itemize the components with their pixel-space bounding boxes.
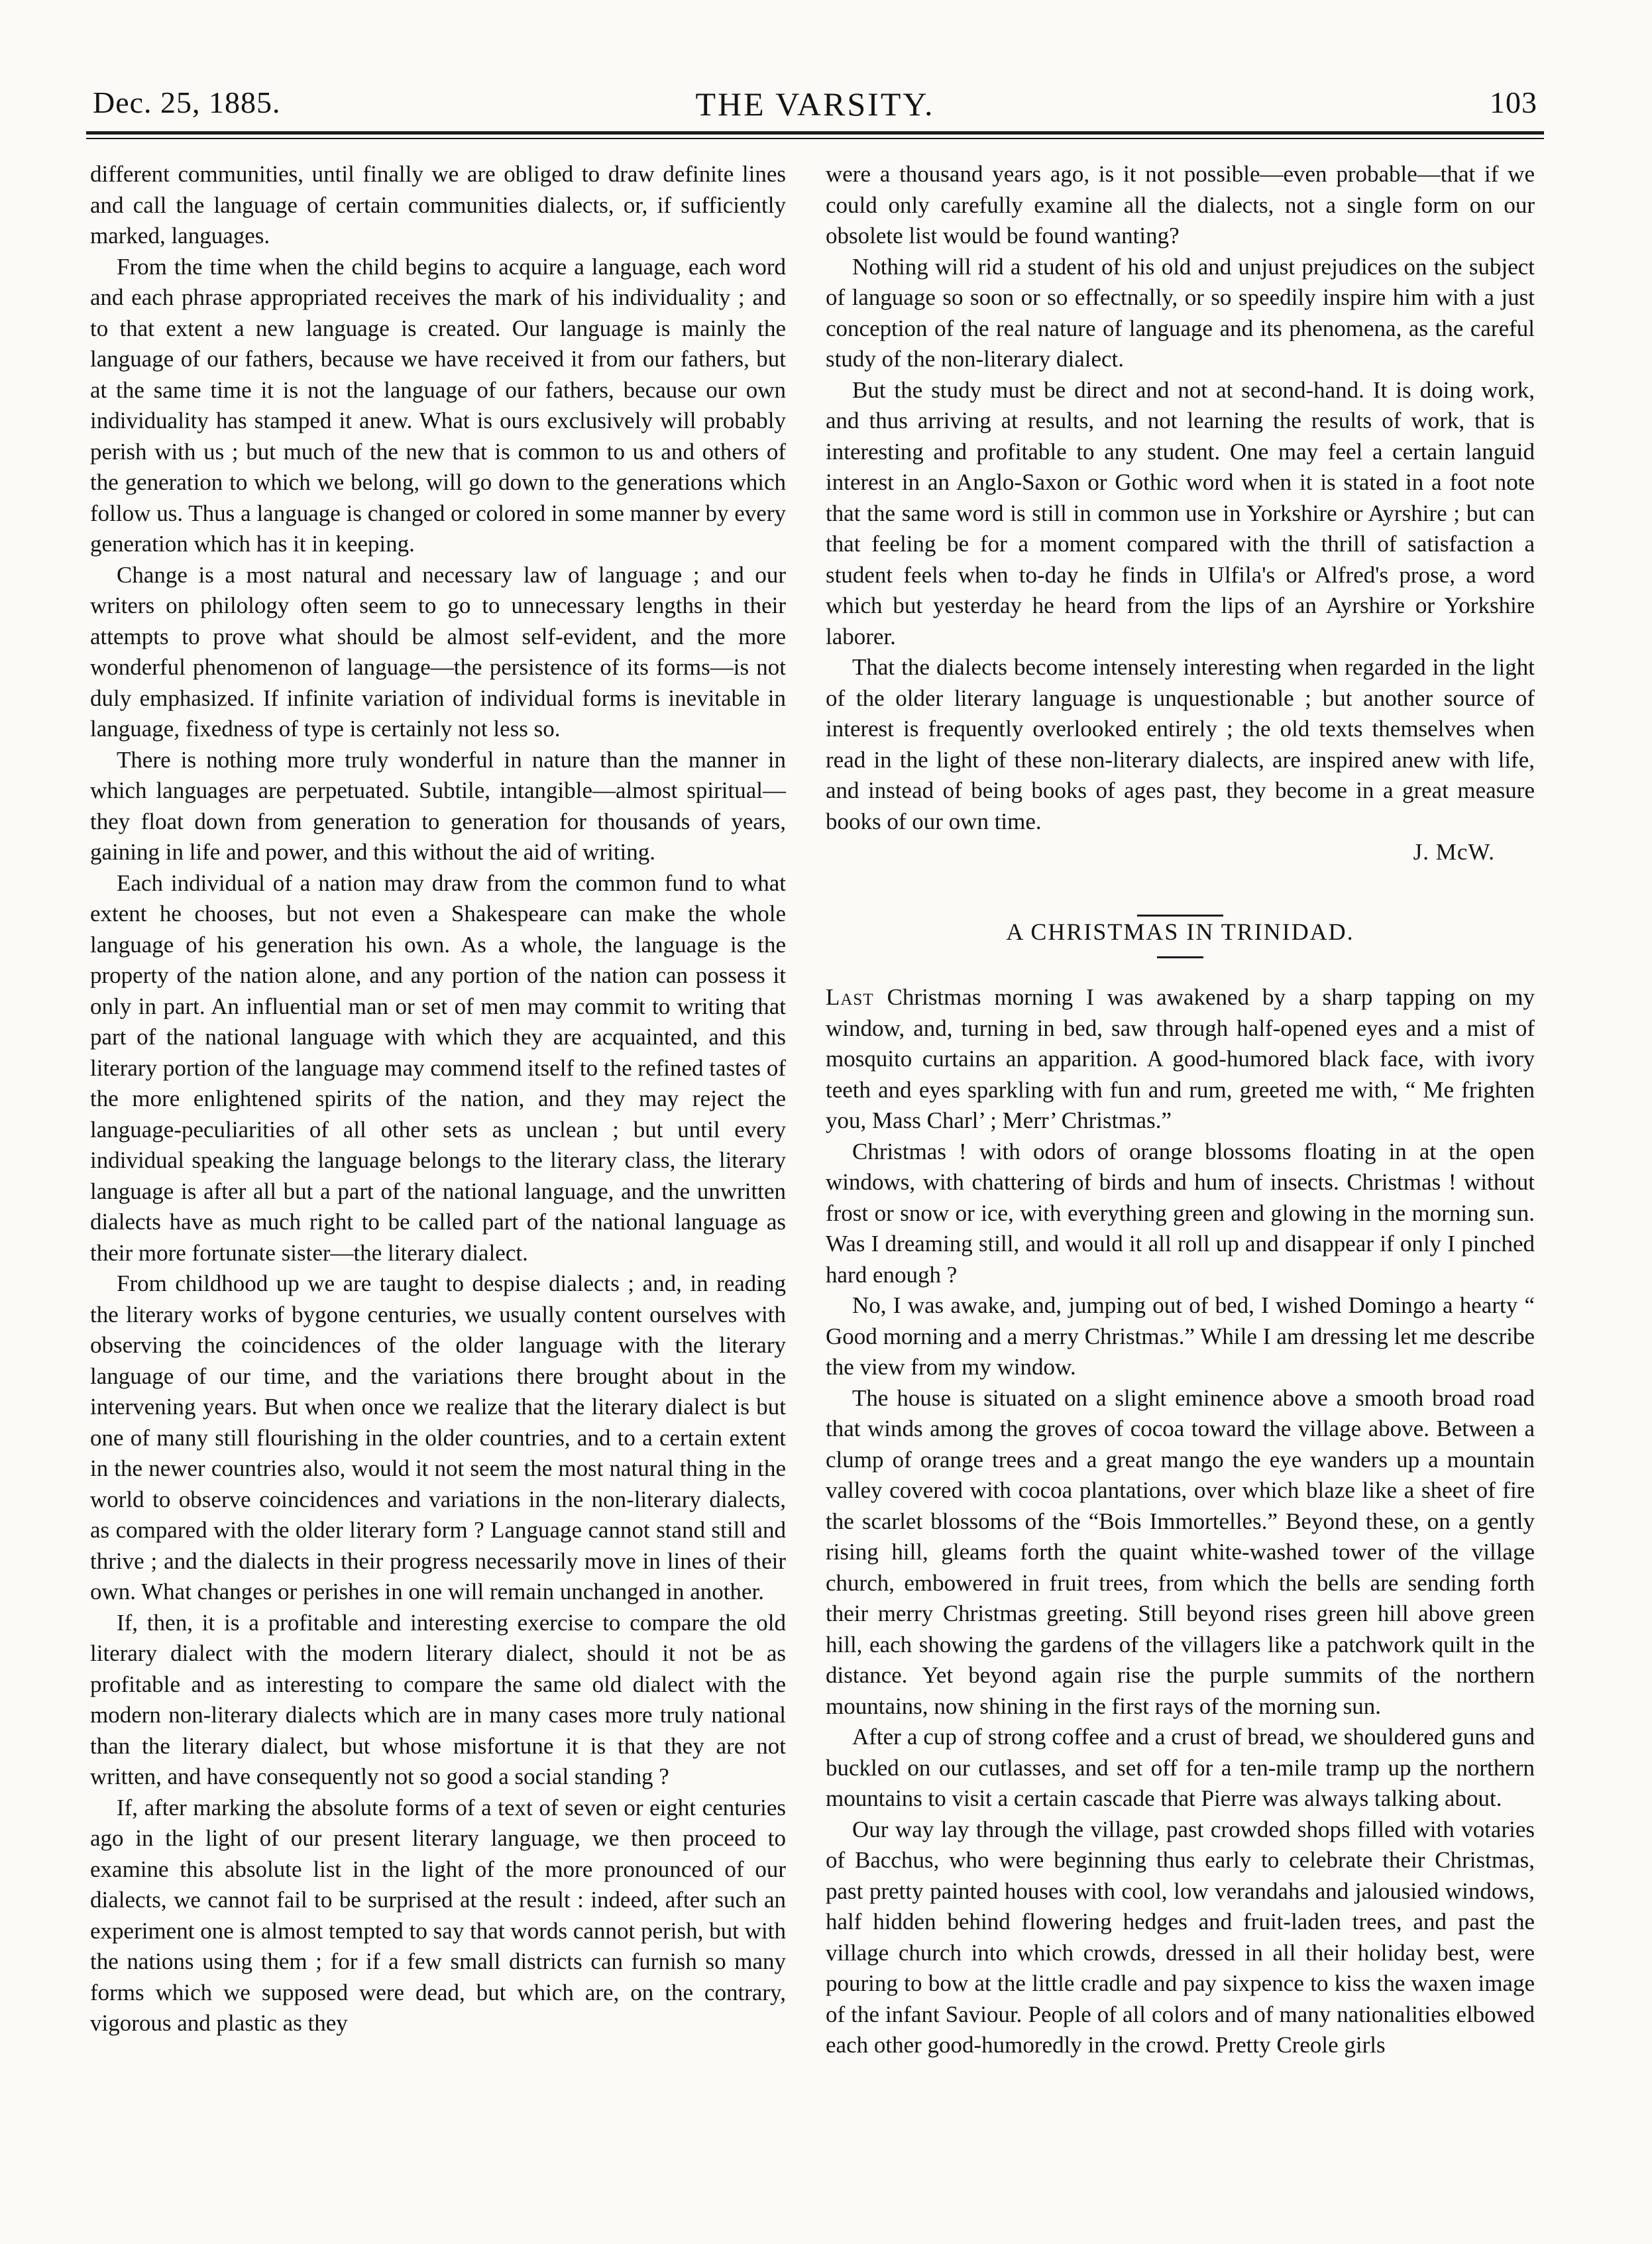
article-paragraph: Christmas ! with odors of orange blossoms floating in at the open windows, with chattering of birds and hum of insects. Christmas ! without frost or snow or ice, with everything green and glowing in the morning sun. Was I dreaming still, and would it all roll up and disappear if only I pinched hard enough ? — [826, 1138, 1535, 1288]
section-title: A CHRISTMAS IN TRINIDAD. — [1006, 918, 1354, 945]
article-paragraph: If, after marking the absolute forms of a text of seven or eight centuries ago in the light of our present literary language, we then proceed to examine this absolute list in the light of the more pronounced of our dialects, we cannot fail to be surprised at the result : indeed, after such an experiment one is almost tempted to say that words cannot perish, but with the nations using them ; for if a few small districts can furnish so many forms which we supposed were dead, but which are, on the contrary, vigorous and plastic as they — [90, 1794, 786, 2036]
publication-title: THE VARSITY. — [695, 85, 935, 123]
article-paragraph: The house is situated on a slight eminence above a smooth broad road that winds among the groves of cocoa toward the village above. Between a clump of orange trees and a great mango the eye wanders up a mountain valley covered with cocoa plantations, over which blaze like a sheet of fire the scarlet blossoms of the “Bois Immortelles.” Beyond these, on a gently rising hill, gleams forth the quaint white-washed tower of the village church, embowered in fruit trees, from which the bells are sending forth their merry Christmas greeting. Still beyond rises green hill above green hill, each showing the gardens of the villagers like a patchwork quilt in the distance. Yet beyond again rise the purple summits of the northern mountains, now shining in the first rays of the morning sun. — [826, 1384, 1535, 1719]
article-paragraph: From the time when the child begins to acquire a language, each word and each phrase appropriated receives the mark of his individuality ; and to that extent a new language is created. Our language is mainly the language of our fathers, because we have received it from our fathers, but at the same time it is not the language of our fathers, because our own individuality has stamped it anew. What is ours exclusively will probably perish with us ; but much of the new that is common to us and others of the generation to which we belong, will go down to the generations which follow us. Thus a language is changed or colored in some manner by every generation which has it in keeping. — [90, 253, 786, 557]
article-paragraph: After a cup of strong coffee and a crust of bread, we shouldered guns and buckled on our cutlasses, and set off for a ten-mile tramp up the northern mountains to visit a certain cascade that Pierre was always talking about. — [826, 1724, 1535, 1811]
page-header — [93, 85, 1537, 131]
article-paragraph: No, I was awake, and, jumping out of bed, I wished Domingo a hearty “ Good morning and a merry Christmas.” While I am dressing let me describe the view from my window. — [826, 1292, 1535, 1380]
header-date: Dec. 25, 1885. — [93, 85, 281, 119]
header-rule-thin — [86, 138, 1544, 139]
article-paragraph: were a thousand years ago, is it not possible—even probable—that if we could only carefully examine all the dialects, not a single form on our obsolete list would be found wanting? — [826, 161, 1535, 249]
article-paragraph: There is nothing more truly wonderful in nature than the manner in which languages are perpetuated. Subtile, intangible—almost spiritual—they float down from generation to generation for thousands of years, gaining in life and power, and this without the aid of writing. — [90, 746, 786, 865]
title-underline — [1157, 956, 1203, 958]
article-paragraph: different communities, until finally we are obliged to draw definite lines and call the language of certain communities dialects, or, if sufficiently marked, languages. — [90, 161, 786, 249]
page-number: 103 — [1490, 85, 1537, 119]
article-paragraph: If, then, it is a profitable and interesting exercise to compare the old literary dialect with the modern literary dialect, should it not be as profitable and as interesting to compare the same old dialect with the modern non-literary dialects which are in many cases more truly national than the literary dialect, but whose misfortune it is that they are not written, and have consequently not so good a social standing ? — [90, 1609, 786, 1789]
article-paragraph: From childhood up we are taught to despise dialects ; and, in reading the literary works of bygone centuries, we usually content ourselves with observing the coincidences of the older language with the literary language of our time, and the variations there brought about in the intervening years. But when once we realize that the literary dialect is but one of many still flourishing in the older countries, and to a certain extent in the newer countries also, would it not seem the most natural thing in the world to observe coincidences and variations in the non-literary dialects, as compared with the older literary form ? Language cannot stand still and thrive ; and the dialects in their progress necessarily move in lines of their own. What changes or perishes in one will remain unchanged in another. — [90, 1270, 786, 1604]
article-paragraph: But the study must be direct and not at second-hand. It is doing work, and thus arriving at results, and not learning the results of work, that is interesting and profitable to any student. One may feel a certain languid interest in an Anglo-Saxon or Gothic word when it is stated in a foot note that the same word is still in common use in Yorkshire or Ayrshire ; but can that feeling be for a moment compared with the thrill of satisfaction a student feels when to-day he finds in Ulfila's or Alfred's prose, a word which but yesterday he heard from the lips of an Ayrshire or Yorkshire laborer. — [826, 376, 1535, 649]
left-column — [90, 159, 786, 2039]
article-paragraph-lead — [826, 982, 1535, 1137]
article-paragraph: That the dialects become intensely interesting when regarded in the light of the older literary language is unquestionable ; but another source of interest is frequently overlooked entirely ; the old texts themselves when read in the light of these non-literary dialects, are inspired anew with life, and instead of being books of ages past, they become in a great measure books of our own time. — [826, 654, 1535, 834]
lead-word: Last — [826, 984, 874, 1010]
lead-text: Christmas morning I was awakened by a sharp tapping on my window, and, turning in bed, saw through half-opened eyes and a mist of mosquito curtains an apparition. A good-humored black face, with ivory teeth and eyes sparkling with fun and rum, greeted me with, “ Me frighten you, Mass Charl’ ; Merr’ Christmas.” — [826, 984, 1535, 1133]
right-column — [826, 159, 1535, 2061]
author-signature: J. McW. — [1413, 839, 1495, 865]
article-paragraph: Each individual of a nation may draw from the common fund to what extent he chooses, but not even a Shakespeare can make the whole language of his generation his own. As a whole, the language is the property of the nation alone, and any portion of the nation can possess it only in part. An influential man or set of men may commit to writing that part of the national language with which they are acquainted, and this literary portion of the language may commend itself to the refined tastes of the more enlightened spirits of the nation, and they may reject the language-peculiarities of all other sets as unclean ; but until every individual speaking the language belongs to the literary class, the literary language is after all but a part of the national language, and the unwritten dialects have as much right to be called part of the national language as their more fortunate sister—the literary dialect. — [90, 870, 786, 1266]
article-paragraph: Our way lay through the village, past crowded shops filled with votaries of Bacchus, who were beginning thus early to celebrate their Christmas, past pretty painted houses with cool, low verandahs and jalousied windows, half hidden behind flowering hedges and fruit-laden trees, and past the village church into which crowds, dressed in all their holiday best, were pouring to bow at the little cradle and pay sixpence to kiss the waxen image of the infant Saviour. People of all colors and of many nationalities elbowed each other good-humoredly in the crowd. Pretty Creole girls — [826, 1816, 1535, 2058]
article-paragraph: Nothing will rid a student of his old and unjust prejudices on the subject of language so soon or so effectnally, or so speedily inspire him with a just conception of the real nature of language and its phenomena, as the careful study of the non-literary dialect. — [826, 253, 1535, 372]
article-paragraph: Change is a most natural and necessary law of language ; and our writers on philology often seem to go to unnecessary lengths in their attempts to prove what should be almost self-evident, and the more wonderful phenomenon of language—the persistence of its forms—is not duly emphasized. If infinite variation of individual forms is inevitable in language, fixedness of type is certainly not less so. — [90, 561, 786, 742]
header-rule-thick — [86, 131, 1544, 135]
